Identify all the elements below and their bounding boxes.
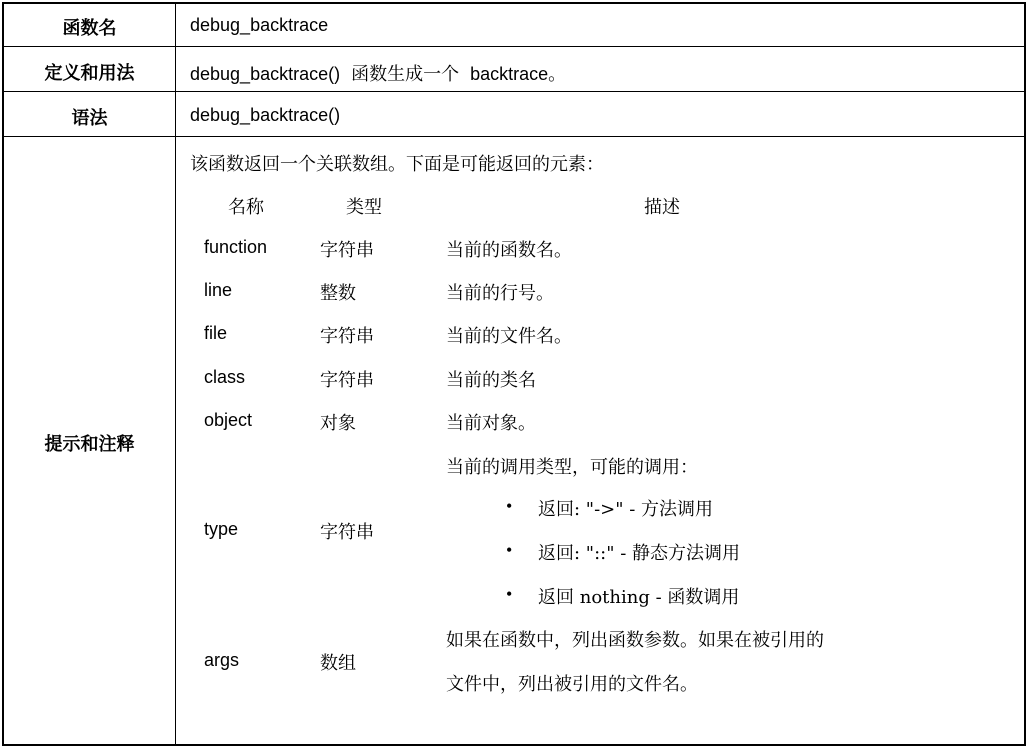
definition-label: 定义和用法 — [44, 63, 135, 84]
function-name-value: debug_backtrace — [190, 15, 329, 35]
item-type: 字符串 — [320, 522, 374, 543]
item-type: 字符串 — [320, 326, 374, 347]
notes-intro: 该函数返回一个关联数组。下面是可能返回的元素： — [190, 154, 604, 175]
bullet-icon: • — [506, 584, 513, 604]
item-name: line — [204, 280, 233, 300]
bullet-icon: • — [506, 496, 513, 516]
item-type: 字符串 — [320, 370, 374, 391]
row-divider — [4, 91, 1024, 92]
notes-label: 提示和注释 — [44, 434, 135, 455]
item-name: object — [204, 410, 253, 430]
info-table — [2, 2, 1026, 746]
type-bullet: 返回 nothing - 函数调用 — [538, 587, 740, 608]
item-name: class — [204, 367, 246, 387]
definition-end: 。 — [548, 64, 567, 85]
item-desc-continued: 文件中，列出被引用的文件名。 — [446, 674, 698, 695]
item-desc: 当前的类名 — [446, 370, 536, 391]
row-divider — [4, 46, 1024, 47]
definition-text: 函数生成一个 — [351, 64, 460, 85]
item-type: 字符串 — [320, 240, 374, 261]
column-divider — [175, 4, 176, 744]
header-type: 类型 — [346, 197, 382, 218]
item-type: 数组 — [320, 653, 356, 674]
syntax-label: 语法 — [71, 108, 108, 129]
type-bullet: 返回: "::" - 静态方法调用 — [538, 543, 740, 564]
function-name-label: 函数名 — [62, 18, 117, 39]
definition-value — [190, 60, 566, 86]
header-desc: 描述 — [644, 197, 680, 218]
row-divider — [4, 136, 1024, 137]
item-name: file — [204, 323, 228, 343]
item-desc: 当前对象。 — [446, 413, 536, 434]
bullet-icon: • — [506, 540, 513, 560]
item-name: type — [204, 519, 239, 539]
item-desc: 如果在函数中，列出函数参数。如果在被引用的 — [446, 630, 824, 651]
item-name: args — [204, 650, 240, 670]
item-type: 对象 — [320, 413, 356, 434]
item-name: function — [204, 237, 268, 257]
syntax-value: debug_backtrace() — [190, 105, 341, 125]
definition-code2: backtrace — [470, 64, 549, 84]
item-type: 整数 — [320, 283, 356, 304]
header-name: 名称 — [228, 197, 264, 218]
definition-code: debug_backtrace() — [190, 64, 341, 84]
item-desc: 当前的行号。 — [446, 283, 554, 304]
item-desc: 当前的调用类型，可能的调用： — [446, 457, 698, 478]
item-desc: 当前的函数名。 — [446, 240, 572, 261]
item-desc: 当前的文件名。 — [446, 326, 572, 347]
type-bullet: 返回: "->" - 方法调用 — [538, 499, 714, 520]
